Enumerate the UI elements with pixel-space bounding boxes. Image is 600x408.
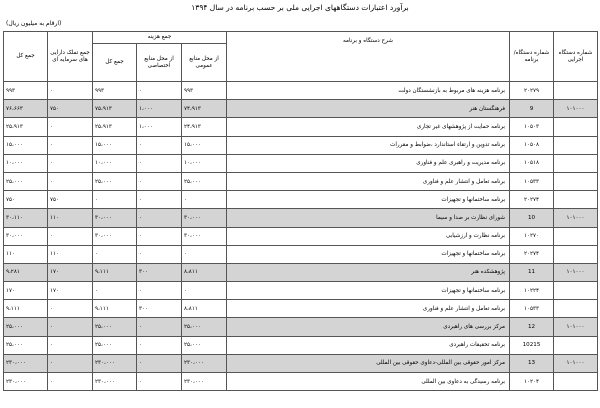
table-row xyxy=(4,136,598,154)
table-body xyxy=(4,82,598,391)
header-description: شرح دستگاه و برنامه xyxy=(227,32,510,82)
cell-executive-code xyxy=(554,227,598,245)
cell-capital: ۰ xyxy=(48,354,93,372)
cell-total: ۱۵،۰۰۰ xyxy=(4,136,48,154)
cell-description: برنامه حمایت از پژوهشهای غیر تجاری xyxy=(227,118,510,136)
cell-program-code: ۱۰۲۰۴ xyxy=(510,373,554,391)
cell-expense-specific: ۰ xyxy=(137,154,182,172)
cell-capital: ۰ xyxy=(48,82,93,100)
table-row xyxy=(4,263,598,281)
header-capital-assets: جمع تملک دارایی های سرمایه ای xyxy=(48,32,93,82)
cell-total: ۱۱۰ xyxy=(4,245,48,263)
cell-expense-general: ۲۵،۰۰۰ xyxy=(182,172,227,190)
cell-expense-general: ۸،۸۱۱ xyxy=(182,263,227,281)
cell-executive-code: ۱۰۱۰۰۰ xyxy=(554,263,598,281)
budget-table xyxy=(3,31,598,391)
cell-description: شورای نظارت بر صدا و سیما xyxy=(227,209,510,227)
cell-expense-total: ۷۵،۹۱۳ xyxy=(93,100,137,118)
cell-program-code: ۱۰۵۳۳ xyxy=(510,300,554,318)
cell-expense-general: ۰ xyxy=(182,245,227,263)
cell-total: ۲۳۰،۰۰۰ xyxy=(4,354,48,372)
cell-total: ۹،۲۸۱ xyxy=(4,263,48,281)
table-row xyxy=(4,100,598,118)
cell-description: مرکز امور حقوقی بین المللی-دعاوی حقوقی بین المللی xyxy=(227,354,510,372)
cell-description: برنامه تعامل و انتشار علم و فناوری xyxy=(227,300,510,318)
cell-expense-total: ۲۵،۹۱۳ xyxy=(93,118,137,136)
header-expense-group: جمع هزینه xyxy=(93,32,227,44)
cell-total: ۳۰،۱۱۰ xyxy=(4,209,48,227)
cell-expense-specific: ۱،۰۰۰ xyxy=(137,118,182,136)
cell-expense-total: ۹،۱۱۱ xyxy=(93,263,137,281)
cell-program-code: ۱۰۵۳۳ xyxy=(510,172,554,190)
cell-expense-general: ۳۰،۰۰۰ xyxy=(182,209,227,227)
cell-expense-general: ۰ xyxy=(182,282,227,300)
cell-expense-general: ۲۳۰،۰۰۰ xyxy=(182,373,227,391)
cell-capital: ۰ xyxy=(48,154,93,172)
cell-executive-code xyxy=(554,154,598,172)
cell-expense-specific: ۰ xyxy=(137,227,182,245)
cell-expense-total: ۲۳۰،۰۰۰ xyxy=(93,373,137,391)
cell-expense-general: ۲۵،۰۰۰ xyxy=(182,318,227,336)
table-row xyxy=(4,172,598,190)
cell-expense-specific: ۰ xyxy=(137,82,182,100)
document-title: برآورد اعتبارات دستگاههای اجرایی ملی بر حسب برنامه در سال ۱۳۹۴ xyxy=(191,3,409,12)
unit-note: (ارقام به میلیون ریال) xyxy=(6,20,62,27)
cell-expense-total: ۰ xyxy=(93,191,137,209)
cell-total: ۳۰،۰۰۰ xyxy=(4,227,48,245)
cell-program-code: 12 xyxy=(510,318,554,336)
cell-description: برنامه نظارت و ارزشیابی xyxy=(227,227,510,245)
cell-capital: ۰ xyxy=(48,373,93,391)
cell-program-code: ۱۰۲۲۴ xyxy=(510,282,554,300)
cell-description: پژوهشکده هنر xyxy=(227,263,510,281)
cell-capital: ۰ xyxy=(48,336,93,354)
cell-expense-specific: ۳۰۰ xyxy=(137,263,182,281)
cell-program-code: 9 xyxy=(510,100,554,118)
cell-expense-total: ۰ xyxy=(93,245,137,263)
cell-executive-code xyxy=(554,373,598,391)
cell-executive-code xyxy=(554,245,598,263)
cell-description: برنامه مدیریت و راهبری علم و فناوری xyxy=(227,154,510,172)
cell-program-code: 10 xyxy=(510,209,554,227)
cell-executive-code xyxy=(554,136,598,154)
cell-capital: ۰ xyxy=(48,172,93,190)
cell-expense-specific: ۰ xyxy=(137,318,182,336)
cell-expense-specific: ۰ xyxy=(137,336,182,354)
cell-capital: ۱۱۰ xyxy=(48,245,93,263)
cell-description: فرهنگستان هنر xyxy=(227,100,510,118)
cell-program-code: ۲۰۲۷۴ xyxy=(510,191,554,209)
cell-expense-specific: ۳۰۰ xyxy=(137,300,182,318)
table-row xyxy=(4,154,598,172)
table-row xyxy=(4,245,598,263)
cell-capital: ۰ xyxy=(48,300,93,318)
cell-executive-code: ۱۰۱۰۰۰ xyxy=(554,354,598,372)
table-row xyxy=(4,82,598,100)
cell-total: ۷۵۰ xyxy=(4,191,48,209)
table-row xyxy=(4,227,598,245)
header-expense-specific: از محل منابع اختصاصی xyxy=(137,44,182,82)
cell-expense-specific: ۱،۰۰۰ xyxy=(137,100,182,118)
cell-expense-general: ۷۴،۹۱۳ xyxy=(182,100,227,118)
cell-expense-total: ۳۰،۰۰۰ xyxy=(93,227,137,245)
header-program-code: شماره دستگاه/ برنامه xyxy=(510,32,554,82)
cell-expense-specific: ۰ xyxy=(137,373,182,391)
table-row xyxy=(4,191,598,209)
cell-executive-code: ۱۰۱۰۰۰ xyxy=(554,318,598,336)
cell-expense-general: ۱۰،۰۰۰ xyxy=(182,154,227,172)
cell-program-code: 13 xyxy=(510,354,554,372)
cell-description: برنامه تعامل و انتشار علم و فناوری xyxy=(227,172,510,190)
cell-expense-general: ۲۴،۹۱۳ xyxy=(182,118,227,136)
table-row xyxy=(4,118,598,136)
cell-expense-general: ۲۵،۰۰۰ xyxy=(182,336,227,354)
header-expense-general: از محل منابع عمومی xyxy=(182,44,227,82)
cell-executive-code xyxy=(554,336,598,354)
cell-capital: ۰ xyxy=(48,227,93,245)
cell-program-code: ۱۰۲۷۰ xyxy=(510,227,554,245)
cell-expense-general: ۹۹۳ xyxy=(182,82,227,100)
cell-expense-specific: ۰ xyxy=(137,191,182,209)
cell-executive-code: ۱۰۱۰۰۰ xyxy=(554,209,598,227)
table-row xyxy=(4,209,598,227)
cell-capital: ۱۷۰ xyxy=(48,282,93,300)
cell-expense-total: ۰ xyxy=(93,282,137,300)
cell-capital: ۱۱۰ xyxy=(48,209,93,227)
cell-expense-total: ۱۵،۰۰۰ xyxy=(93,136,137,154)
cell-expense-general: ۳۰،۰۰۰ xyxy=(182,227,227,245)
cell-executive-code xyxy=(554,118,598,136)
cell-description: برنامه تحقیقات راهبردی xyxy=(227,336,510,354)
cell-expense-specific: ۰ xyxy=(137,354,182,372)
table-row xyxy=(4,373,598,391)
header-total: جمع کل xyxy=(4,32,48,82)
cell-expense-total: ۱۰،۰۰۰ xyxy=(93,154,137,172)
cell-program-code: ۲۰۲۷۴ xyxy=(510,245,554,263)
cell-capital: ۱۷۰ xyxy=(48,263,93,281)
cell-program-code: ۱۰۵۱۸ xyxy=(510,154,554,172)
cell-total: ۱۷۰ xyxy=(4,282,48,300)
cell-executive-code xyxy=(554,282,598,300)
table-row xyxy=(4,282,598,300)
cell-total: ۲۵،۰۰۰ xyxy=(4,172,48,190)
cell-expense-general: ۲۳۰،۰۰۰ xyxy=(182,354,227,372)
cell-expense-specific: ۰ xyxy=(137,245,182,263)
cell-expense-total: ۲۵،۰۰۰ xyxy=(93,336,137,354)
cell-program-code: ۱۰۵۰۳ xyxy=(510,118,554,136)
cell-total: ۹،۱۱۱ xyxy=(4,300,48,318)
cell-capital: ۰ xyxy=(48,118,93,136)
cell-total: ۹۹۳ xyxy=(4,82,48,100)
cell-expense-total: ۹۹۳ xyxy=(93,82,137,100)
cell-expense-general: ۰ xyxy=(182,191,227,209)
cell-executive-code xyxy=(554,191,598,209)
cell-expense-specific: ۰ xyxy=(137,282,182,300)
cell-expense-total: ۲۳۰،۰۰۰ xyxy=(93,354,137,372)
cell-description: برنامه ساختمانها و تجهیزات xyxy=(227,245,510,263)
cell-expense-total: ۲۵،۰۰۰ xyxy=(93,172,137,190)
cell-expense-general: ۱۵،۰۰۰ xyxy=(182,136,227,154)
cell-description: برنامه هزینه های مربوط به بازنشستگان دولت xyxy=(227,82,510,100)
cell-expense-total: ۳۰،۰۰۰ xyxy=(93,209,137,227)
table-row xyxy=(4,354,598,372)
cell-program-code: 11 xyxy=(510,263,554,281)
cell-capital: ۰ xyxy=(48,318,93,336)
cell-expense-specific: ۰ xyxy=(137,136,182,154)
cell-total: ۷۶،۶۶۳ xyxy=(4,100,48,118)
cell-executive-code xyxy=(554,82,598,100)
header-executive-code: شماره دستگاه اجرایی xyxy=(554,32,598,82)
cell-expense-total: ۲۵،۰۰۰ xyxy=(93,318,137,336)
cell-expense-specific: ۰ xyxy=(137,172,182,190)
cell-expense-general: ۸،۸۱۱ xyxy=(182,300,227,318)
cell-executive-code xyxy=(554,172,598,190)
table-row xyxy=(4,318,598,336)
cell-total: ۲۵،۹۱۳ xyxy=(4,118,48,136)
header-expense-total: جمع کل xyxy=(93,44,137,82)
cell-total: ۱۰،۰۰۰ xyxy=(4,154,48,172)
cell-executive-code xyxy=(554,300,598,318)
cell-description: برنامه ساختمانها و تجهیزات xyxy=(227,191,510,209)
cell-expense-total: ۹،۱۱۱ xyxy=(93,300,137,318)
cell-program-code: ۱۰۵۰۸ xyxy=(510,136,554,154)
cell-total: ۲۵،۰۰۰ xyxy=(4,318,48,336)
table-row xyxy=(4,336,598,354)
cell-program-code: ۲۰۲۷۹ xyxy=(510,82,554,100)
cell-executive-code: ۱۰۱۰۰۰ xyxy=(554,100,598,118)
cell-capital: ۰ xyxy=(48,136,93,154)
cell-total: ۲۵،۰۰۰ xyxy=(4,336,48,354)
cell-total: ۲۳۰،۰۰۰ xyxy=(4,373,48,391)
cell-description: مرکز بررسی های راهبردی xyxy=(227,318,510,336)
cell-program-code: 10215 xyxy=(510,336,554,354)
table-row xyxy=(4,300,598,318)
cell-description: برنامه رسیدگی به دعاوی بین المللی xyxy=(227,373,510,391)
cell-capital: ۷۵۰ xyxy=(48,191,93,209)
cell-expense-specific: ۰ xyxy=(137,209,182,227)
cell-description: برنامه تدوین و ارتقاء استاندارد ،ضوابط و مقررات xyxy=(227,136,510,154)
cell-description: برنامه ساختمانها و تجهیزات xyxy=(227,282,510,300)
cell-capital: ۷۵۰ xyxy=(48,100,93,118)
